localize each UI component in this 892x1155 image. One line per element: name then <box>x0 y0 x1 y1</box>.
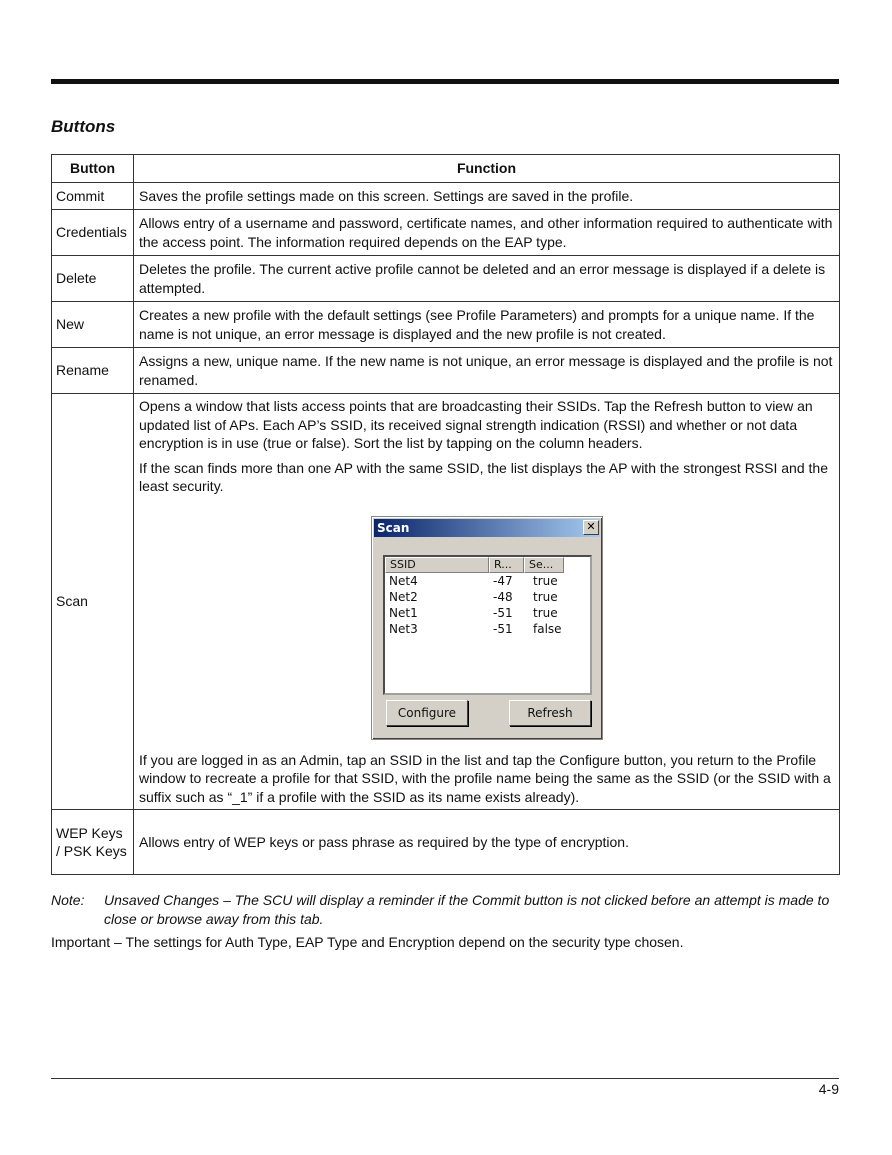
table-row <box>52 183 840 210</box>
button-function: Allows entry of a username and password, certificate names, and other information required to authenticate with the access point. The information required depends on the EAP type. <box>134 210 840 256</box>
table-row <box>52 348 840 394</box>
refresh-button[interactable]: Refresh <box>509 700 591 726</box>
button-name: Commit <box>52 183 134 210</box>
ap-list[interactable] <box>383 555 592 695</box>
ap-security: true <box>533 573 558 588</box>
ap-ssid: Net3 <box>389 621 418 636</box>
button-name: Rename <box>52 348 134 394</box>
column-header-function: Function <box>134 155 840 183</box>
button-name: New <box>52 302 134 348</box>
scan-screenshot-area <box>139 496 835 751</box>
table-row <box>52 210 840 256</box>
button-name: Scan <box>52 394 134 810</box>
button-name: Credentials <box>52 210 134 256</box>
button-function <box>134 394 840 810</box>
page-number: 4-9 <box>818 1081 839 1097</box>
note-text: Unsaved Changes – The SCU will display a reminder if the Commit button is not clicked before an attempt is made to close or browse away from this tab. <box>104 892 830 927</box>
column-header-rssi[interactable]: R... <box>489 557 524 573</box>
column-header-button: Button <box>52 155 134 183</box>
ap-rssi: -51 <box>493 605 513 620</box>
ap-security: true <box>533 589 558 604</box>
button-function: Deletes the profile. The current active profile cannot be deleted and an error message is displayed if a delete is attempted. <box>134 256 840 302</box>
button-name: WEP Keys / PSK Keys <box>52 810 134 875</box>
list-item[interactable] <box>385 605 590 621</box>
column-header-ssid[interactable]: SSID <box>385 557 489 573</box>
ap-security: false <box>533 621 562 636</box>
table-row <box>52 302 840 348</box>
important-text: Important – The settings for Auth Type, EAP Type and Encryption depend on the security type chosen. <box>51 934 684 950</box>
section-title: Buttons <box>51 117 116 136</box>
ap-rssi: -51 <box>493 621 513 636</box>
scan-paragraph: If the scan finds more than one AP with the same SSID, the list displays the AP with the strongest RSSI and the least security. <box>139 459 828 494</box>
list-item[interactable] <box>385 573 590 589</box>
table-row <box>52 256 840 302</box>
table-header-row <box>52 155 840 183</box>
ap-ssid: Net1 <box>389 605 418 620</box>
scan-paragraph: Opens a window that lists access points that are broadcasting their SSIDs. Tap the Refresh button to view an updated list of APs. Each AP’s SSID, its received signal strength indication (RSSI) and whether or not data encryption is in use (true or false). Sort the list by tapping on the column headers. <box>139 398 813 451</box>
ap-list-header <box>385 557 590 573</box>
configure-button[interactable]: Configure <box>386 700 468 726</box>
list-item[interactable] <box>385 621 590 637</box>
button-function: Creates a new profile with the default settings (see Profile Parameters) and prompts for a unique name. If the name is not unique, an error message is displayed and the new profile is not created. <box>134 302 840 348</box>
scan-dialog <box>371 516 603 740</box>
header-rule <box>51 79 839 84</box>
list-item[interactable] <box>385 589 590 605</box>
scan-paragraph: If you are logged in as an Admin, tap an SSID in the list and tap the Configure button, you return to the Profile window to recreate a profile for that SSID, with the profile name being the same as the SSID (or the SSID with a suffix such as “_1” if a profile with the SSID as its name exists already). <box>139 751 831 805</box>
ap-ssid: Net4 <box>389 573 418 588</box>
ap-security: true <box>533 605 558 620</box>
button-name: Delete <box>52 256 134 302</box>
button-function: Assigns a new, unique name. If the new name is not unique, an error message is displayed and the profile is not renamed. <box>134 348 840 394</box>
buttons-table <box>51 154 840 875</box>
footer-rule <box>51 1078 839 1079</box>
note-label: Note: <box>51 892 85 908</box>
ap-ssid: Net2 <box>389 589 418 604</box>
button-function: Saves the profile settings made on this screen. Settings are saved in the profile. <box>134 183 840 210</box>
button-function: Allows entry of WEP keys or pass phrase as required by the type of encryption. <box>134 810 840 875</box>
table-row <box>52 394 840 810</box>
note <box>51 891 841 927</box>
scan-dialog-title: Scan <box>374 519 600 537</box>
ap-rssi: -48 <box>493 589 513 604</box>
close-icon[interactable]: ✕ <box>583 520 599 535</box>
ap-rssi: -47 <box>493 573 513 588</box>
table-row <box>52 810 840 875</box>
column-header-security[interactable]: Se... <box>524 557 564 573</box>
